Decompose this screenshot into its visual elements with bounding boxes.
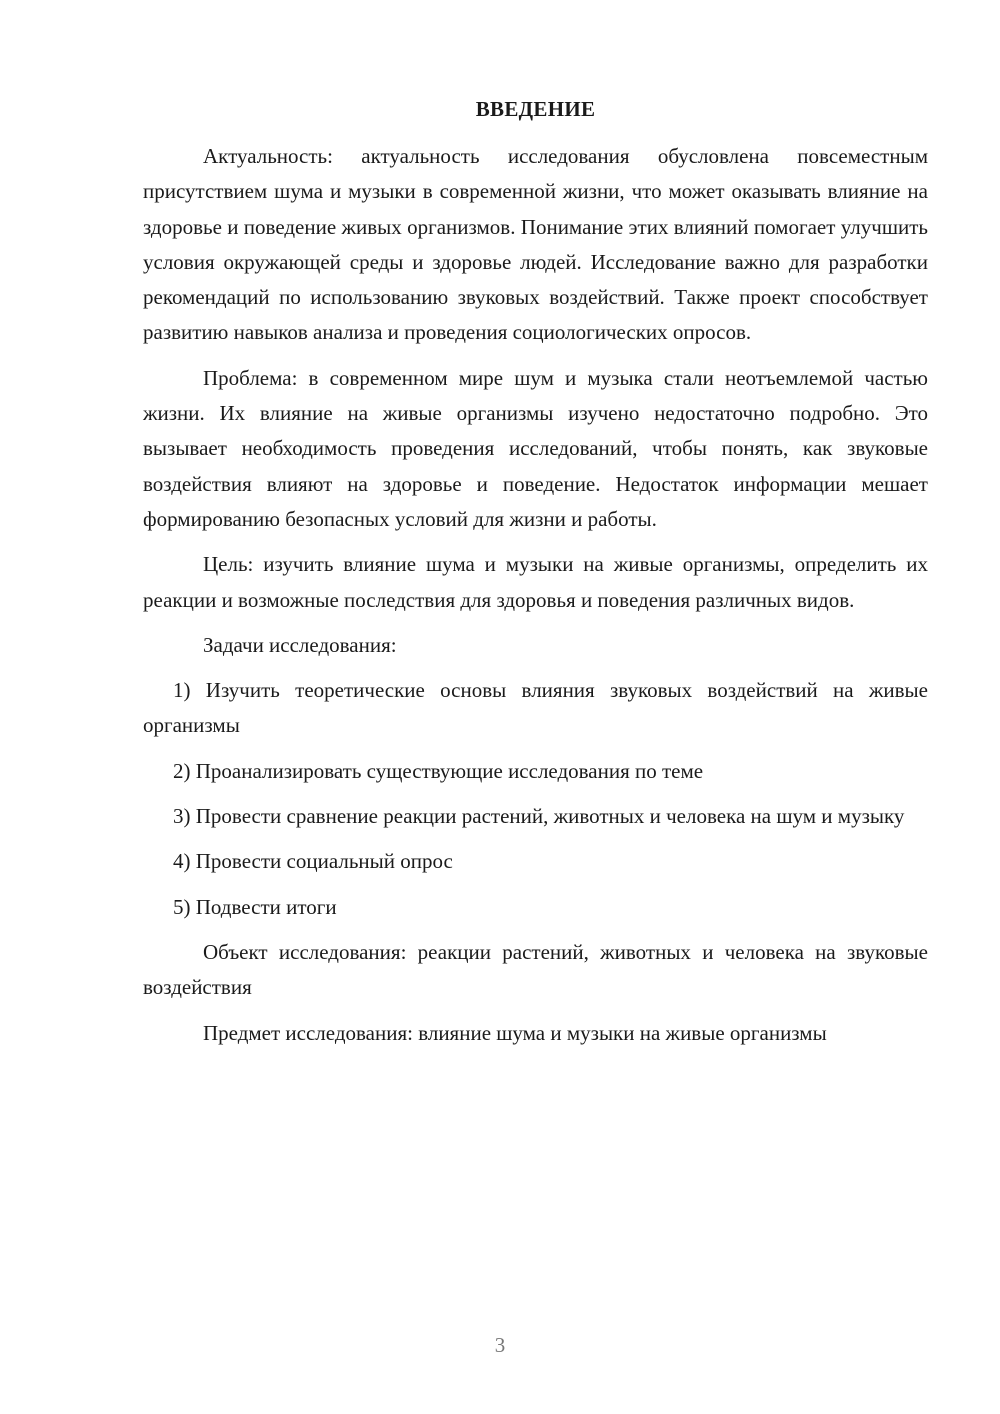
task-item: 4) Провести социальный опрос: [173, 849, 453, 874]
task-item: 3) Провести сравнение реакции растений, животных и человека на шум и музыку: [173, 804, 905, 829]
page-number: 3: [494, 1333, 506, 1357]
goal-paragraph: Цель: изучить влияние шума и музыки на живые организмы, определить их реакции и возможные последствия для здоровья и поведения различных видов.: [143, 552, 928, 612]
task-item: 2) Проанализировать существующие исследования по теме: [173, 758, 704, 783]
document-page: [143, 92, 928, 1061]
subject-paragraph: Предмет исследования: влияние шума и музыки на живые организмы: [203, 1020, 827, 1045]
task-item: 1) Изучить теоретические основы влияния звуковых воздействий на живые организмы: [143, 678, 928, 738]
page-title: ВВЕДЕНИЕ: [475, 97, 596, 121]
tasks-heading: Задачи исследования:: [203, 632, 397, 657]
relevance-paragraph: Актуальность: актуальность исследования обусловлена повсеместным присутствием шума и музыки в современной жизни, что может оказывать влияние на здоровье и поведение живых организмов. Понимание этих влияний помогает улучшить условия окружающей среды и здоровье людей. Исследование важно для разработки рекомендаций по использованию звуковых воздействий. Также проект способствует развитию навыков анализа и проведения социологических опросов.: [143, 144, 928, 345]
object-paragraph: Объект исследования: реакции растений, животных и человека на звуковые воздействия: [143, 939, 928, 1000]
task-item: 5) Подвести итоги: [173, 894, 337, 919]
problem-paragraph: Проблема: в современном мире шум и музыка стали неотъемлемой частью жизни. Их влияние на живые организмы изучено недостаточно подробно. Это вызывает необходимость проведения исследований, чтобы понять, как звуковые воздействия влияют на здоровье и поведение. Недостаток информации мешает формированию безопасных условий для жизни и работы.: [143, 365, 928, 531]
